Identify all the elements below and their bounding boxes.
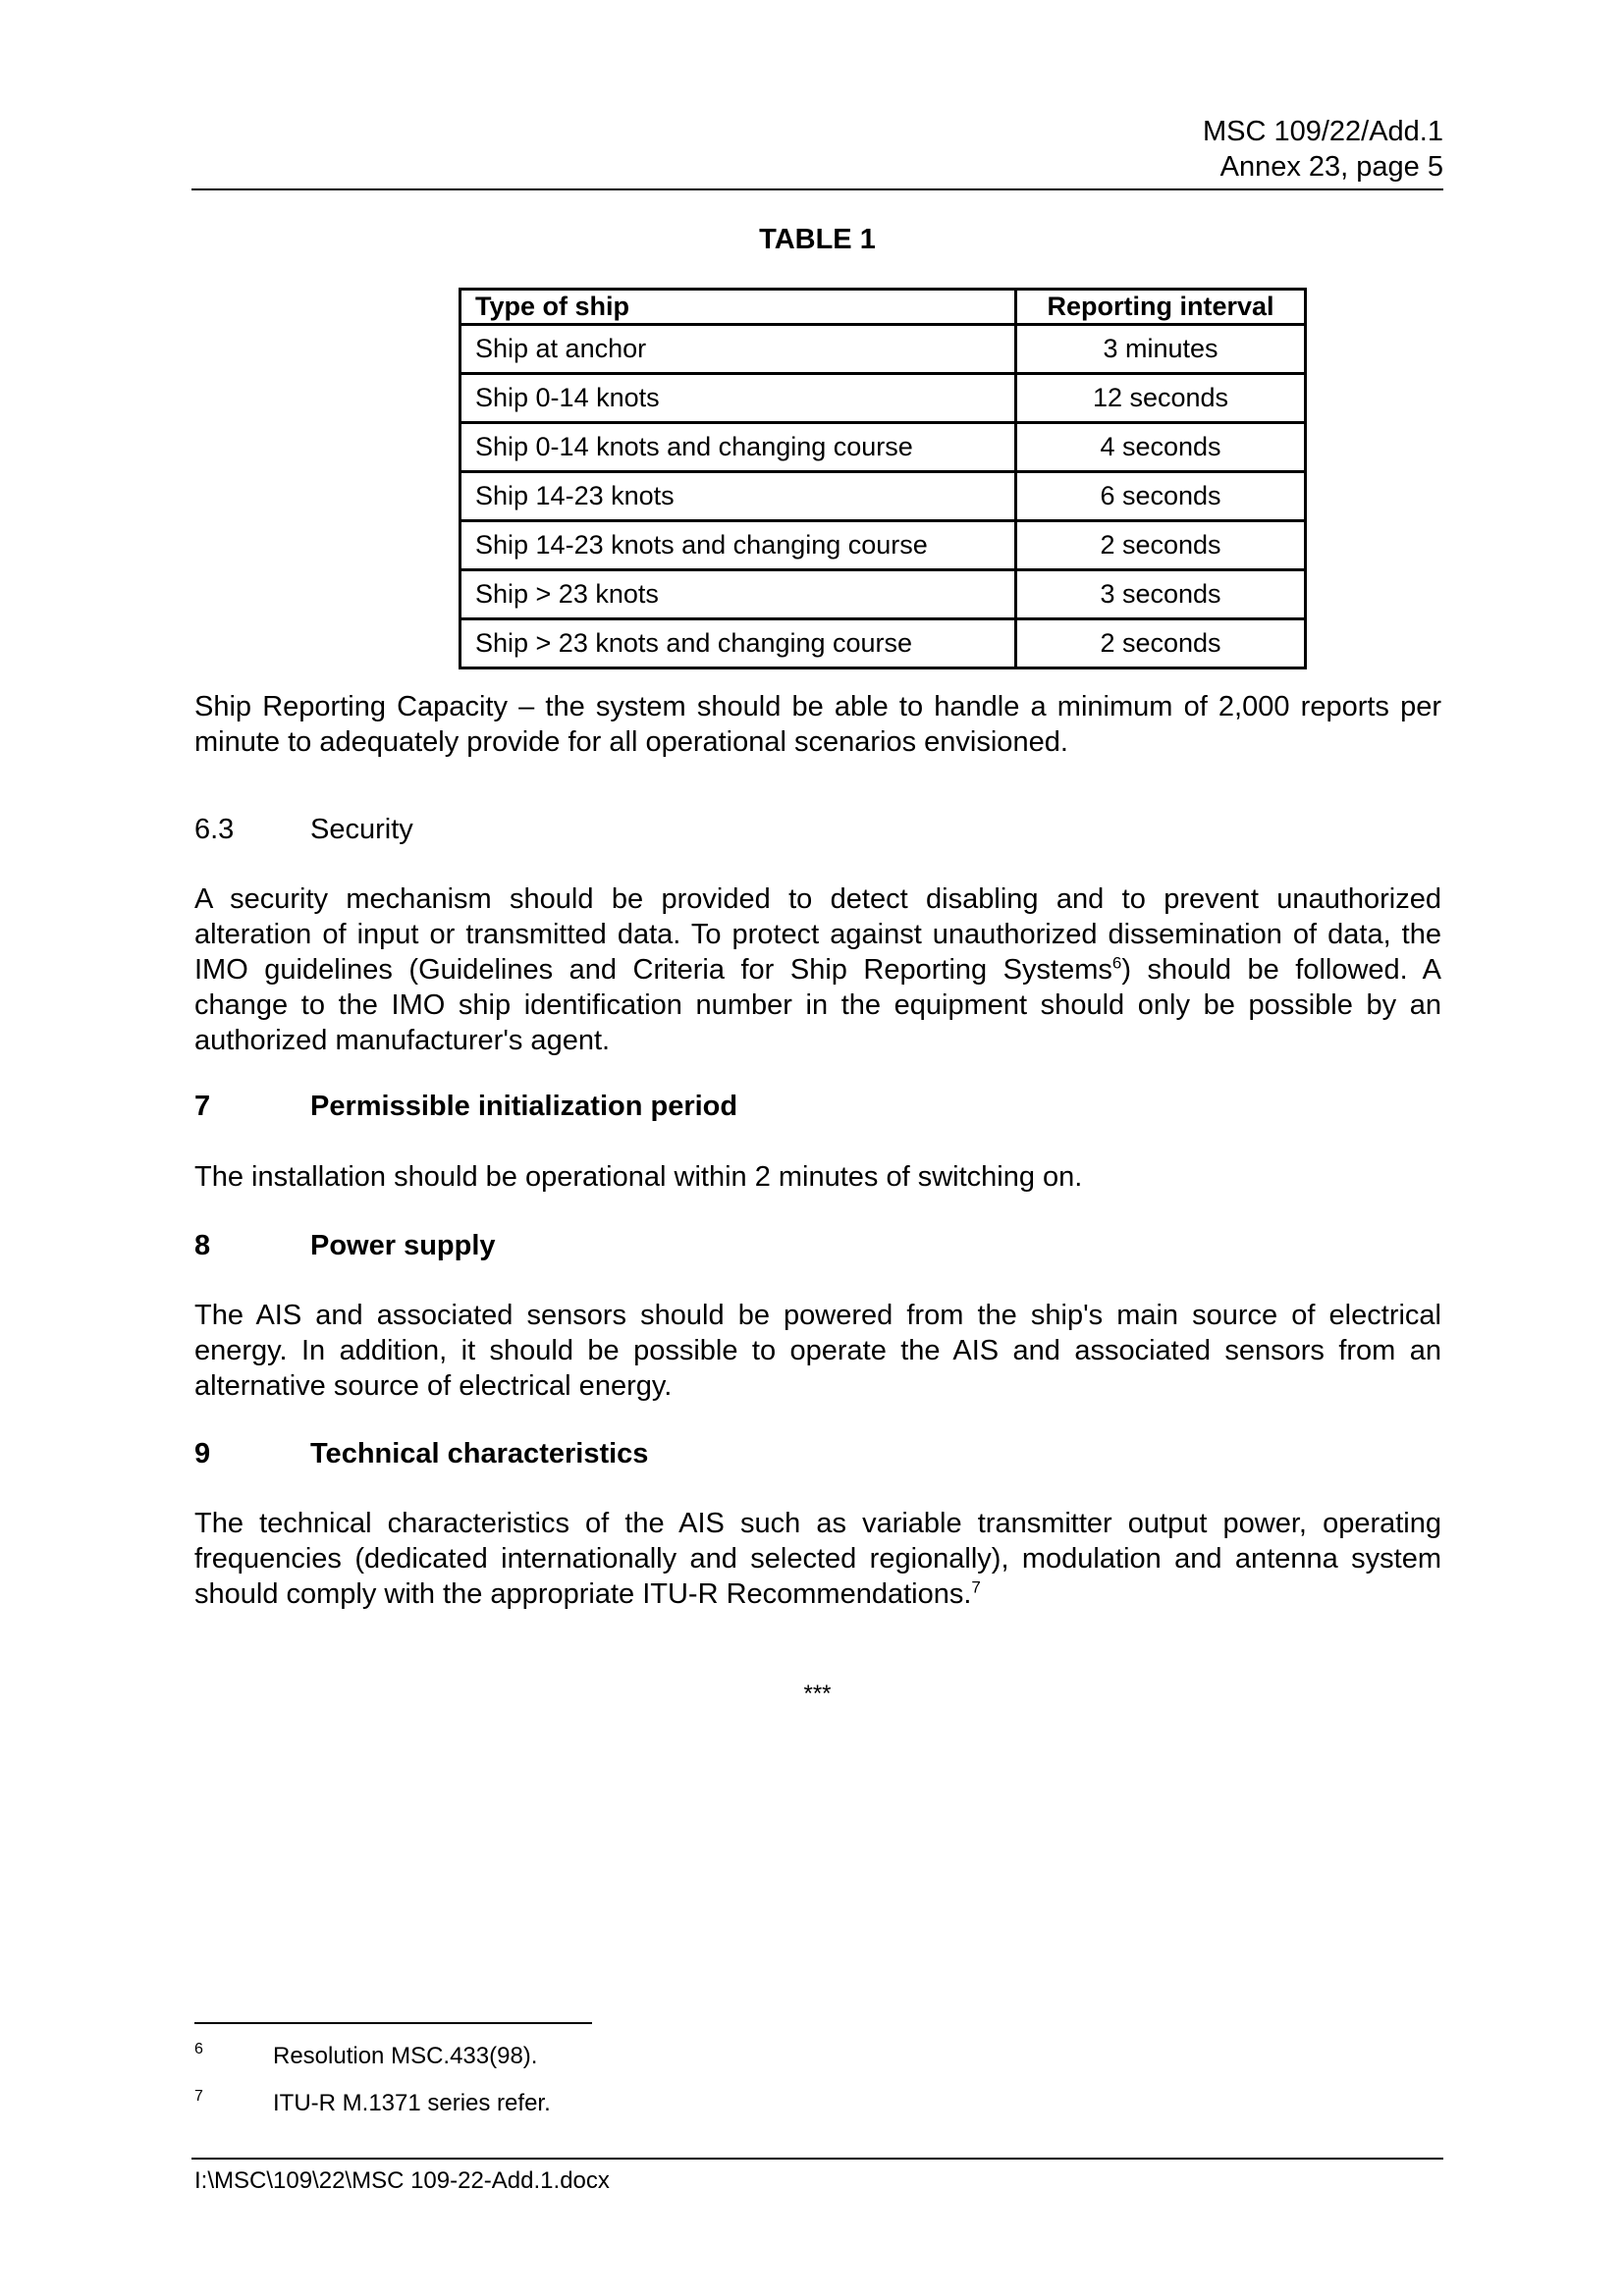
footer-file-path: I:\MSC\109\22\MSC 109-22-Add.1.docx — [194, 2167, 610, 2194]
footnote-mark: 6 — [194, 2041, 203, 2057]
table-title: TABLE 1 — [759, 224, 876, 255]
table-row — [460, 472, 1306, 521]
page-header — [191, 114, 1443, 185]
interval-cell: 4 seconds — [1016, 423, 1306, 472]
table-row — [460, 521, 1306, 570]
ship-type-cell: Ship 0-14 knots and changing course — [460, 423, 1016, 472]
ship-type-cell: Ship 0-14 knots — [460, 374, 1016, 423]
ship-type-cell: Ship > 23 knots and changing course — [460, 619, 1016, 668]
interval-cell: 6 seconds — [1016, 472, 1306, 521]
table-row — [460, 325, 1306, 374]
section-title: Permissible initialization period — [310, 1091, 738, 1122]
ship-type-cell: Ship 14-23 knots — [460, 472, 1016, 521]
section-title: Security — [310, 814, 413, 845]
end-separator: *** — [803, 1681, 832, 1707]
column-header-reporting-interval: Reporting interval — [1016, 290, 1306, 325]
ship-type-cell: Ship > 23 knots — [460, 570, 1016, 619]
interval-cell: 12 seconds — [1016, 374, 1306, 423]
column-header-type-of-ship: Type of ship — [460, 290, 1016, 325]
section-title: Power supply — [310, 1230, 496, 1261]
reporting-interval-table — [459, 288, 1307, 669]
table-row — [460, 570, 1306, 619]
document-reference: MSC 109/22/Add.1 — [1202, 116, 1443, 147]
footnote-mark: 7 — [194, 2088, 203, 2105]
table-header-row — [460, 290, 1306, 325]
initialization-paragraph: The installation should be operational within 2 minutes of switching on. — [194, 1161, 1083, 1193]
footnote-ref-7: 7 — [971, 1577, 981, 1597]
capacity-paragraph: Ship Reporting Capacity – the system should be able to handle a minimum of 2,000 reports per minute to adequately provide for all operational scenarios envisioned. — [194, 691, 1441, 758]
interval-cell: 3 seconds — [1016, 570, 1306, 619]
technical-text: The technical characteristics of the AIS such as variable transmitter output power, operating frequencies (dedicated internationally and selected regionally), modulation and antenna system should comply with the appropriate ITU-R Recommendations. — [194, 1508, 1441, 1610]
section-number: 6.3 — [194, 814, 235, 845]
ship-type-cell: Ship at anchor — [460, 325, 1016, 374]
table-row — [460, 423, 1306, 472]
header-rule — [191, 188, 1443, 190]
ship-type-cell: Ship 14-23 knots and changing course — [460, 521, 1016, 570]
table-row — [460, 619, 1306, 668]
security-text-part-1: A security mechanism should be provided to detect disabling and to prevent unauthorized alteration of input or transmitted data. To protect against unauthorized dissemination of data, the IMO guidelines (Guidelines and Criteria for Ship Reporting Systems — [194, 883, 1441, 986]
table-row — [460, 374, 1306, 423]
section-number: 8 — [194, 1230, 211, 1261]
interval-cell: 3 minutes — [1016, 325, 1306, 374]
footnote-text: Resolution MSC.433(98). — [273, 2043, 538, 2069]
footer-rule — [191, 2158, 1443, 2160]
interval-cell: 2 seconds — [1016, 619, 1306, 668]
footnote-ref-6: 6 — [1111, 953, 1122, 973]
security-text-part-2: ) should be followed. A change to the IMO ship identification number in the equipment should only be possible by an authorized manufacturer's agent. — [194, 954, 1441, 1056]
section-number: 9 — [194, 1438, 211, 1469]
section-number: 7 — [194, 1091, 211, 1122]
interval-cell: 2 seconds — [1016, 521, 1306, 570]
technical-paragraph — [194, 1506, 1441, 1612]
security-paragraph — [194, 881, 1441, 1058]
footnote-rule — [194, 2022, 592, 2024]
section-title: Technical characteristics — [310, 1438, 649, 1469]
page-reference: Annex 23, page 5 — [1219, 151, 1443, 183]
power-supply-paragraph: The AIS and associated sensors should be powered from the ship's main source of electrical energy. In addition, it should be possible to operate the AIS and associated sensors from an alternative source of electrical energy. — [194, 1300, 1441, 1402]
footnote-text: ITU-R M.1371 series refer. — [273, 2090, 551, 2116]
